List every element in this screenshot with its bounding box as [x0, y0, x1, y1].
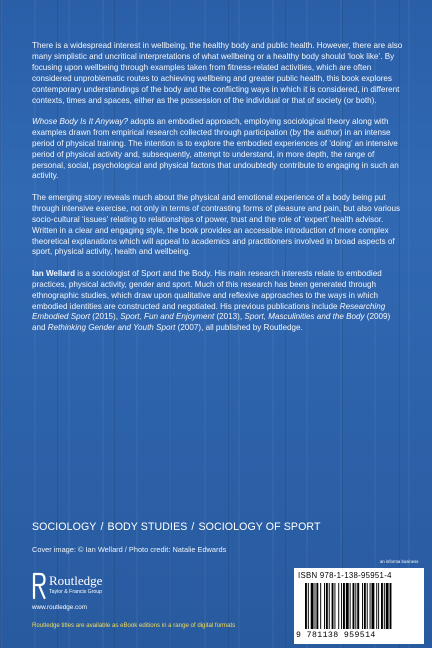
- previous-book-title: Researching Embodied Sport: [32, 301, 386, 322]
- blurb-paragraph-3: The emerging story reveals much about the physical and emotional experience of a body being put through intensive exercise, not only in terms of contrasting forms of pleasure and pain, but also various socio-cultural ‘issues’ relating to relationships of power, trust and the role of ‘expert’ health advisor. Written in a clear and engaging style, the book provides an accessible introduction of more complex theoretical explanations which will appeal to academics and practitioners involved in broad aspects of sport, physical activity, health and wellbeing.: [32, 192, 401, 257]
- subject-category: BODY STUDIES: [107, 521, 188, 533]
- barcode-bar: [372, 583, 375, 629]
- barcode-digits: 9 781138 959514: [296, 631, 376, 640]
- publisher-name: Routledge: [49, 573, 103, 588]
- author-bio: [32, 269, 405, 334]
- barcode-bar: [384, 583, 385, 629]
- barcode-bar: [316, 583, 318, 629]
- author-bio-text: (2009) and: [32, 312, 391, 333]
- author-bio-text: (2013),: [214, 312, 245, 322]
- author-bio-text: (2007), all published by Routledge.: [175, 323, 303, 333]
- barcode-bar: [367, 583, 368, 629]
- author-name: Ian Wellard: [32, 268, 76, 278]
- subject-categories: [32, 521, 412, 533]
- isbn-number: ISBN 978-1-138-95951-4: [298, 571, 392, 580]
- barcode-bar: [376, 583, 377, 629]
- barcode-bar: [370, 583, 371, 629]
- barcode-bar: [308, 583, 309, 629]
- subject-separator: /: [191, 521, 195, 533]
- barcode-bars: [304, 583, 416, 629]
- publisher-website: www.routledge.com: [32, 604, 87, 611]
- ebook-note: Routledge titles are available as eBook editions in a range of digital formats: [32, 622, 236, 629]
- barcode-bar: [311, 583, 314, 629]
- barcode-bar: [329, 583, 330, 629]
- barcode-bar: [390, 583, 392, 629]
- barcode-bar: [305, 583, 307, 629]
- barcode-bar: [334, 583, 335, 629]
- informa-tagline: an informa business: [380, 559, 419, 564]
- barcode-bar: [343, 583, 345, 629]
- previous-book-title: Sport, Fun and Enjoyment: [120, 312, 215, 322]
- barcode-bar: [332, 583, 334, 629]
- author-bio-text: (2015),: [90, 312, 121, 322]
- subject-separator: /: [100, 521, 104, 533]
- isbn-barcode: [294, 568, 424, 644]
- barcode-bar: [338, 583, 339, 629]
- author-bio-text: is a sociologist of Sport and the Body. His main research interests relate to embodied practices, physical activity, gender and sport. Much of this research has been generated through ethnographic studies, which draw upon qualitative and reflexive approaches to the ways in which embodied identities are constructed and negotiated. His previous publications include: [32, 268, 382, 311]
- barcode-bar: [381, 583, 383, 629]
- previous-book-title: Rethinking Gender and Youth Sport: [47, 323, 176, 333]
- barcode-bar: [350, 583, 351, 629]
- barcode-bar: [346, 583, 349, 629]
- barcode-bar: [357, 583, 359, 629]
- barcode-bar: [364, 583, 366, 629]
- routledge-r-icon: [32, 572, 46, 600]
- barcode-bar: [378, 583, 379, 629]
- blurb-paragraph-2: [32, 117, 405, 182]
- barcode-bar: [324, 583, 325, 629]
- barcode-bar: [362, 583, 363, 629]
- publisher-group: Taylor & Francis Group: [49, 589, 103, 595]
- book-title: Whose Body Is It Anyway?: [32, 116, 128, 126]
- subject-category: SOCIOLOGY OF SPORT: [198, 521, 321, 533]
- barcode-bar: [353, 583, 355, 629]
- cover-credit: Cover image: © Ian Wellard / Photo credit: Natalie Edwards: [32, 545, 227, 554]
- barcode-bar: [341, 583, 342, 629]
- subject-category: SOCIOLOGY: [32, 521, 97, 533]
- blurb: [32, 41, 405, 345]
- barcode-bar: [355, 583, 356, 629]
- blurb-paragraph-2-text: adopts an embodied approach, employing sociological theory along with examples drawn from empirical research collected through participation (by the author) in an intense period of physical training. The intention is to explore the embodied experiences of ‘doing’ an intensive period of physical activity and, subsequently, attempt to understand, in more depth, the range of personal, social, psychological and physical factors that undoubtedly contribute to engaging in such an activity.: [32, 116, 399, 181]
- previous-book-title: Sport, Masculinities and the Body: [244, 312, 365, 322]
- barcode-bar: [315, 583, 316, 629]
- blurb-paragraph-1: There is a widespread interest in wellbeing, the healthy body and public health. However, there are also many simplistic and uncritical interpretations of what wellbeing or a healthy body should ‘look like’. By focusing upon wellbeing through examples taken from fitness-related activities, which are often considered unproblematic routes to achieving wellbeing and greater public health, this book explores contemporary understandings of the body and the conflicting ways in which it is considered, in different contexts, times and spaces, either as the possession of the individual or that of society (or both).: [32, 41, 403, 105]
- barcode-bar: [320, 583, 321, 629]
- barcode-bar: [326, 583, 328, 629]
- barcode-bar: [386, 583, 389, 629]
